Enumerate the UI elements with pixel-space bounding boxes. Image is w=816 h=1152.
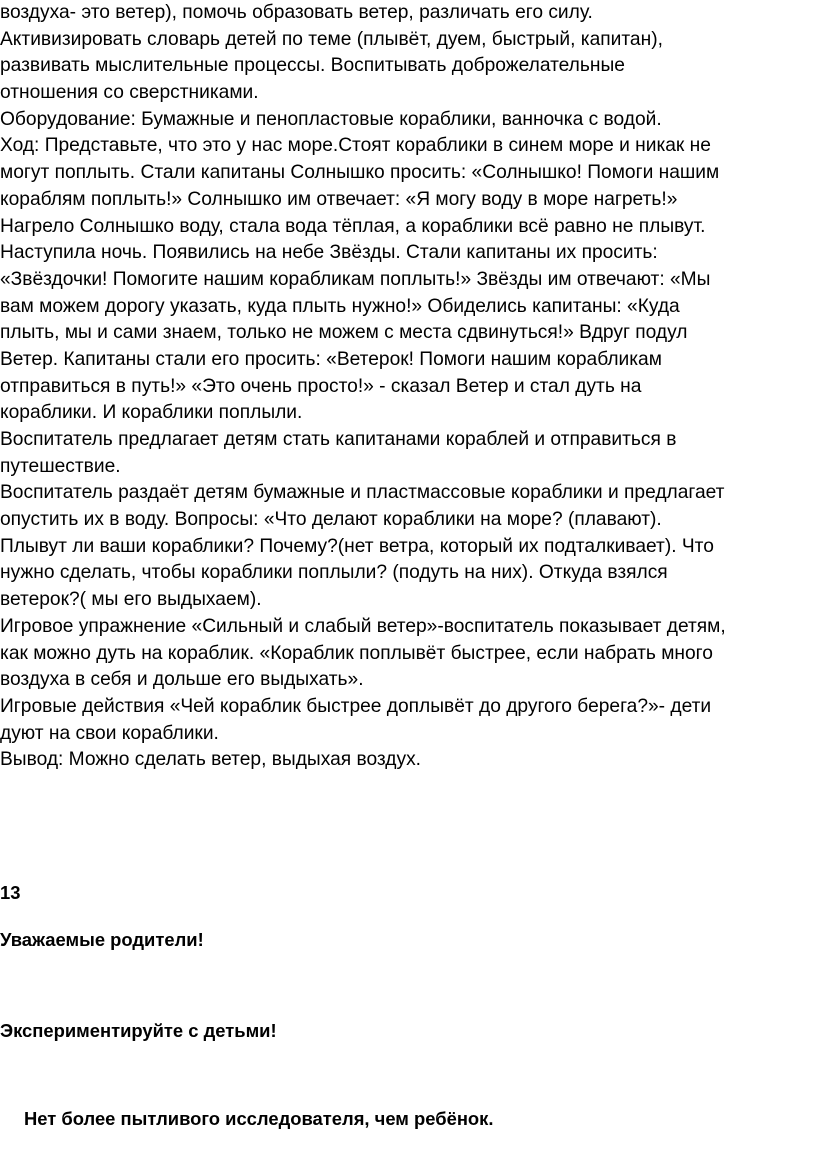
text-line: Вывод: Можно сделать ветер, выдыхая воздух. [0,749,421,771]
text-line: Игровое упражнение «Сильный и слабый ветер»-воспитатель показывает детям, [0,615,726,637]
text-line: Воспитатель раздаёт детям бумажные и пластмассовые кораблики и предлагает [0,482,725,504]
text-line: отношения со сверстниками. [0,82,259,104]
text-line: дуют на свои кораблики. [0,722,219,744]
greeting-heading: Уважаемые родители! [0,929,204,950]
motto-heading: Нет более пытливого исследователя, чем ребёнок. [24,1108,494,1129]
text-line: Наступила ночь. Появились на небе Звёзды. Стали капитаны их просить: [0,242,658,264]
page-number: 13 [0,882,21,903]
text-line: путешествие. [0,455,121,477]
text-line: Оборудование: Бумажные и пенопластовые кораблики, ванночка с водой. [0,108,662,130]
text-line: кораблям поплыть!» Солнышко им отвечает: «Я могу воду в море нагреть!» [0,188,678,210]
text-line: Игровые действия «Чей кораблик быстрее доплывёт до другого берега?»- дети [0,695,712,717]
text-line: воздуха в себя и дольше его выдыхать». [0,669,364,691]
text-line: могут поплыть. Стали капитаны Солнышко просить: «Солнышко! Помоги нашим [0,162,720,184]
text-line: опустить их в воду. Вопросы: «Что делают кораблики на море? (плавают). [0,509,662,531]
text-line: нужно сделать, чтобы кораблики поплыли? (подуть на них). Откуда взялся [0,562,668,584]
text-line: плыть, мы и сами знаем, только не можем с места сдвинуться!» Вдруг подул [0,322,688,344]
text-line: вам можем дорогу указать, куда плыть нужно!» Обиделись капитаны: «Куда [0,295,680,317]
text-line: воздуха- это ветер), помочь образовать ветер, различать его силу. [0,2,593,23]
text-line: Воспитатель предлагает детям стать капитанами кораблей и отправиться в [0,429,677,450]
text-line: Ход: Представьте, что это у нас море.Стоят кораблики в синем море и никак не [0,135,711,157]
text-line: как можно дуть на кораблик. «Кораблик поплывёт быстрее, если набрать много [0,642,713,664]
text-line: ветерок?( мы его выдыхаем). [0,589,262,611]
text-line: Активизировать словарь детей по теме (плывёт, дуем, быстрый, капитан), [0,28,663,50]
call-to-action-heading: Экспериментируйте с детьми! [0,1020,277,1041]
text-line: кораблики. И кораблики поплыли. [0,402,303,424]
text-line: Ветер. Капитаны стали его просить: «Ветерок! Помоги нашим корабликам [0,348,662,370]
text-line: «Звёздочки! Помогите нашим корабликам поплыть!» Звёзды им отвечают: «Мы [0,268,711,290]
text-line: отправиться в путь!» «Это очень просто!» - сказал Ветер и стал дуть на [0,375,642,397]
text-line: развивать мыслительные процессы. Воспитывать доброжелательные [0,55,625,77]
text-line: Плывут ли ваши кораблики? Почему?(нет ветра, который их подталкивает). Что [0,535,714,557]
text-line: Нагрело Солнышко воду, стала вода тёплая, а кораблики всё равно не плывут. [0,215,706,237]
